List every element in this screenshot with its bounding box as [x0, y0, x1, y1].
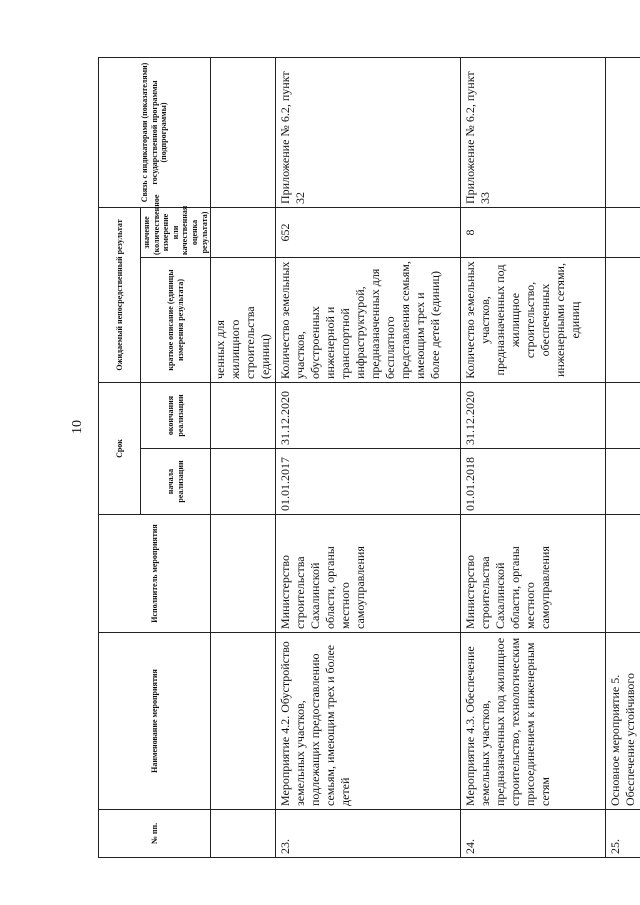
- table-row: [461, 58, 606, 858]
- header-link: Связь с индикаторами (показателями) государственной программы (подпрограммы): [99, 58, 211, 208]
- header-expected-desc: краткое описание (единицы измерения результата): [141, 258, 211, 383]
- page-number: 10: [70, 420, 85, 434]
- cell-value: 652: [276, 208, 461, 258]
- cell-end: 31.12.2020: [276, 383, 461, 449]
- cell-desc: [606, 258, 640, 383]
- header-term-end: окончания реализации: [141, 383, 211, 449]
- cell-link: [606, 58, 640, 208]
- table-row: [276, 58, 461, 858]
- cell-value: [211, 208, 276, 258]
- cell-desc: ченных для жилищного строительства (единиц): [211, 258, 276, 383]
- header-expected: Ожидаемый непосредственный результат: [99, 208, 141, 383]
- cell-num: 25.: [606, 810, 640, 858]
- cell-desc: Количество земельных участков, обустроенных инженерной и транспортной инфраструктурой, предназначенных для бесплатного представления семьям, имеющим трех и более детей (единиц): [276, 258, 461, 383]
- rotated-table-container: [98, 58, 638, 858]
- table-row: [211, 58, 276, 858]
- cell-end: [606, 383, 640, 449]
- header-executor: Исполнитель мероприятия: [99, 515, 211, 633]
- cell-link: Приложение № 6.2, пункт 33: [461, 58, 606, 208]
- cell-end: [211, 383, 276, 449]
- measures-table: [98, 57, 640, 858]
- header-term-start: начала реализации: [141, 449, 211, 515]
- header-term: Срок: [99, 383, 141, 515]
- table-row: [606, 58, 640, 858]
- cell-num: [211, 810, 276, 858]
- cell-name: Мероприятие 4.2. Обустройство земельных участков, подлежащих предоставлению семьям, имеющим трех и более детей: [276, 633, 461, 810]
- cell-name: Мероприятие 4.3. Обеспечение земельных участков, предназначенных под жилищное строительство, технологическим присоединением к инженерным сетям: [461, 633, 606, 810]
- cell-link: [211, 58, 276, 208]
- cell-link: Приложение № 6.2, пункт 32: [276, 58, 461, 208]
- header-name: Наименование мероприятия: [99, 633, 211, 810]
- cell-end: 31.12.2020: [461, 383, 606, 449]
- cell-desc: Количество земельных участков, предназначенных под жилищное строительство, обеспеченных инженерными сетями, единиц: [461, 258, 606, 383]
- header-expected-value: значение (количественное измерение или качественная оценка результата): [141, 208, 211, 258]
- cell-num: 23.: [276, 810, 461, 858]
- cell-executor: [211, 515, 276, 633]
- cell-start: [606, 449, 640, 515]
- cell-num: 24.: [461, 810, 606, 858]
- cell-executor: Министерство строительства Сахалинской области, органы местного самоуправления: [461, 515, 606, 633]
- header-num: № пп.: [99, 810, 211, 858]
- cell-start: 01.01.2017: [276, 449, 461, 515]
- cell-start: 01.01.2018: [461, 449, 606, 515]
- cell-start: [211, 449, 276, 515]
- cell-name: [211, 633, 276, 810]
- cell-executor: Министерство строительства Сахалинской области, органы местного самоуправления: [276, 515, 461, 633]
- cell-name: Основное мероприятие 5. Обеспечение устойчивого: [606, 633, 640, 810]
- cell-value: [606, 208, 640, 258]
- cell-executor: [606, 515, 640, 633]
- cell-value: 8: [461, 208, 606, 258]
